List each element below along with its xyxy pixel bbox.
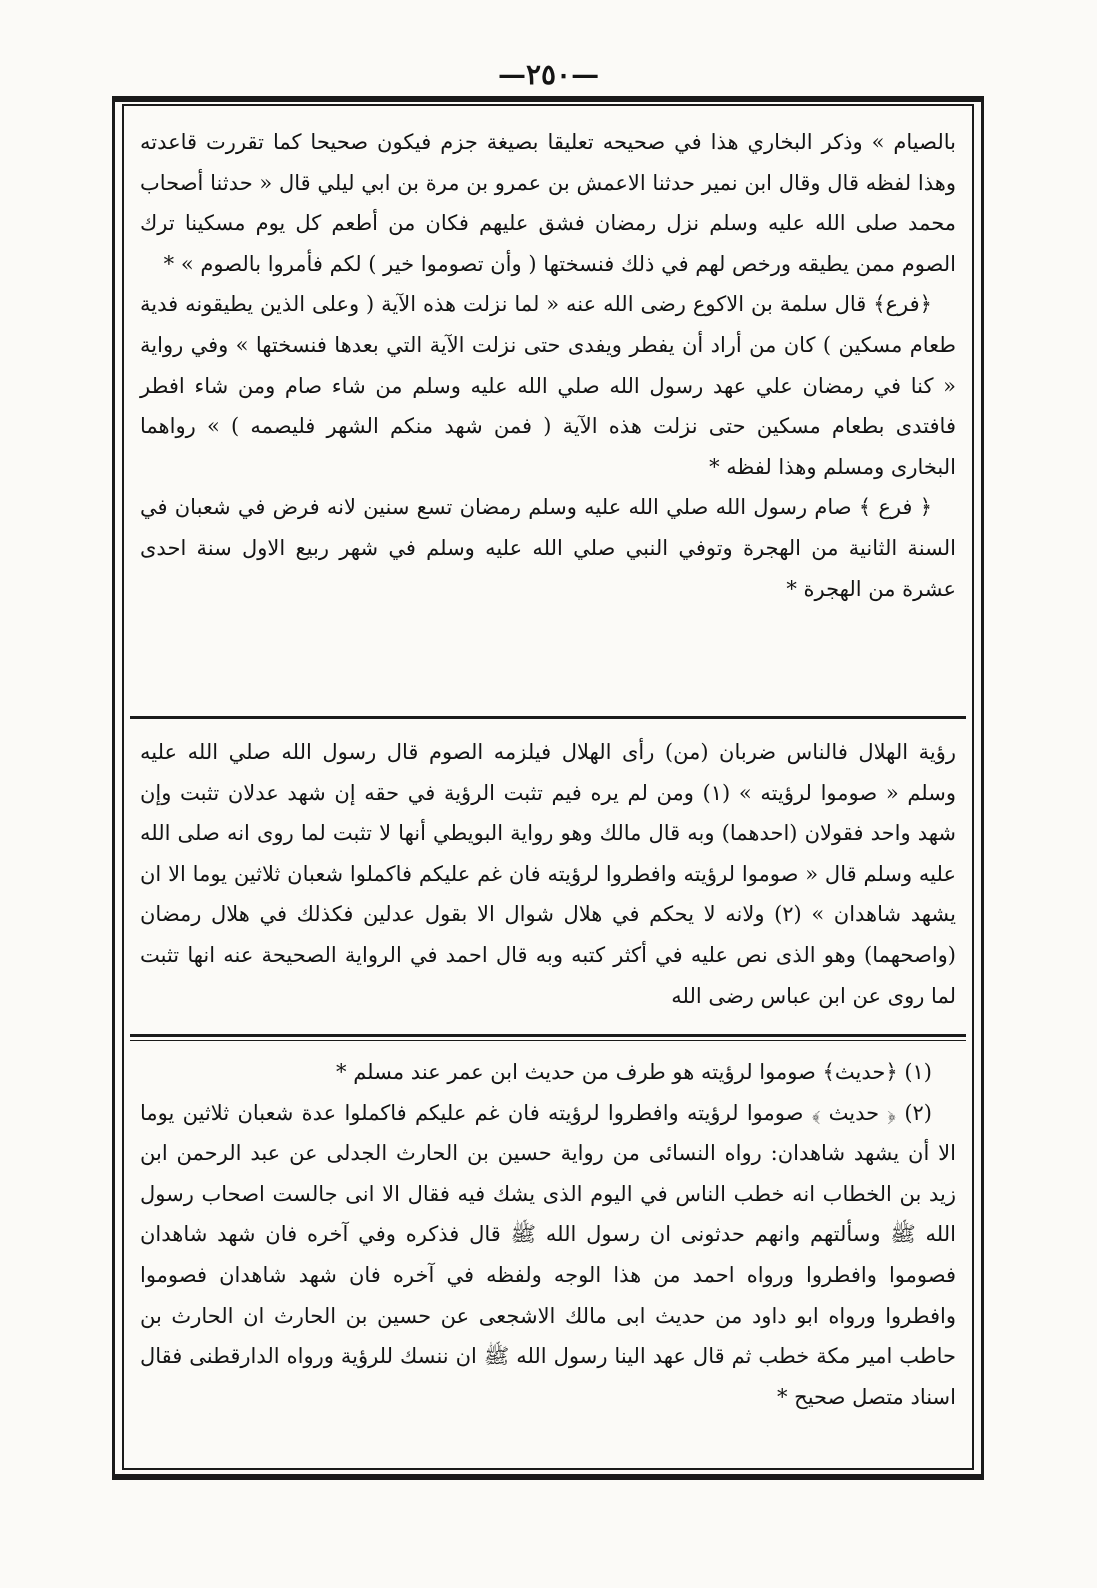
main-text-section <box>140 122 956 609</box>
section-divider <box>130 716 966 719</box>
main-paragraph: بالصيام » وذكر البخاري هذا في صحيحه تعليقا بصيغة جزم فيكون صحيحا كما تقررت قاعدته وهذا لفظه قال وقال ابن نمير حدثنا الاعمش بن عمرو بن مرة بن ابي ليلي قال « حدثنا أصحاب محمد صلى الله عليه وسلم نزل رمضان فشق عليهم فكان من أطعم كل يوم مسكينا ترك الصوم ممن يطيقه ورخص لهم في ذلك فنسختها ( وأن تصوموا خير ) لكم فأمروا بالصوم » * <box>140 130 956 276</box>
footnote: (١) ﴿حديث﴾ صوموا لرؤيته هو طرف من حديث ابن عمر عند مسلم * <box>336 1060 932 1084</box>
footnote-divider-thin <box>130 1040 966 1041</box>
page-number: —٢٥٠— <box>497 58 600 91</box>
footnote-divider <box>130 1034 966 1037</box>
commentary-paragraph: رؤية الهلال فالناس ضربان (من) رأى الهلال فيلزمه الصوم قال رسول الله صلي الله عليه وسلم « صوموا لرؤيته » (١) ومن لم يره فيم تثبت الرؤية في حقه إن شهد عدلان تثبت وإن شهد واحد فقولان (احدهما) وبه قال مالك وهو رواية البويطي أنها لا تثبت لما روى انه صلى الله عليه وسلم قال « صوموا لرؤيته وافطروا لرؤيته فان غم عليكم فاكملوا شعبان ثلاثين يوما الا ان يشهد شاهدان » (٢) ولانه لا يحكم في هلال شوال الا بقول عدلين فكذلك في هلال رمضان (واصحهما) وهو الذى نص عليه في أكثر كتبه وبه قال احمد في الرواية الصحيحة عنه انها تثبت لما روى عن ابن عباس رضى الله <box>140 740 956 1008</box>
footnote: (٢) ﴿ حديث ﴾ صوموا لرؤيته وافطروا لرؤيته فان غم عليكم فاكملوا عدة شعبان ثلاثين يوما الا أن يشهد شاهدان: رواه النسائى من رواية حسين بن الحارث الجدلى عن عبد الرحمن ابن زيد بن الخطاب انه خطب الناس في اليوم الذى يشك فيه فقال الا انى جالست اصحاب رسول الله ﷺ وسألتهم وانهم حدثونى ان رسول الله ﷺ قال فذكره وفي آخره فان شهد شاهدان فصوموا وافطروا ورواه احمد من هذا الوجه ولفظه في آخره فان شهد شاهدان فصوموا وافطروا ورواه ابو داود من حديث ابى مالك الاشجعى عن حسين بن الحارث ان الحارث بن حاطب امير مكة خطب ثم قال عهد الينا رسول الله ﷺ ان ننسك للرؤية ورواه الدارقطنى فقال اسناد متصل صحيح * <box>140 1100 956 1409</box>
footnotes-section <box>140 1052 956 1417</box>
main-paragraph: ﴿فرع﴾ قال سلمة بن الاكوع رضى الله عنه « لما نزلت هذه الآية ( وعلى الذين يطيقونه فدية طعام مسكين ) كان من أراد أن يفطر ويفدى حتى نزلت الآية التي بعدها فنسختها » وفي رواية « كنا في رمضان علي عهد رسول الله صلي الله عليه وسلم من شاء صام ومن شاء افطر فافتدى بطعام مسكين حتى نزلت هذه الآية ( فمن شهد منكم الشهر فليصمه ) » رواهما البخارى ومسلم وهذا لفظه * <box>140 292 956 479</box>
commentary-section <box>140 732 956 1016</box>
main-paragraph: ﴿ فرع ﴾ صام رسول الله صلي الله عليه وسلم رمضان تسع سنين لانه فرض في شعبان في السنة الثانية من الهجرة وتوفي النبي صلي الله عليه وسلم في شهر ربيع الاول سنة احدى عشرة من الهجرة * <box>140 495 956 601</box>
frame-bottom-border <box>112 1474 984 1480</box>
